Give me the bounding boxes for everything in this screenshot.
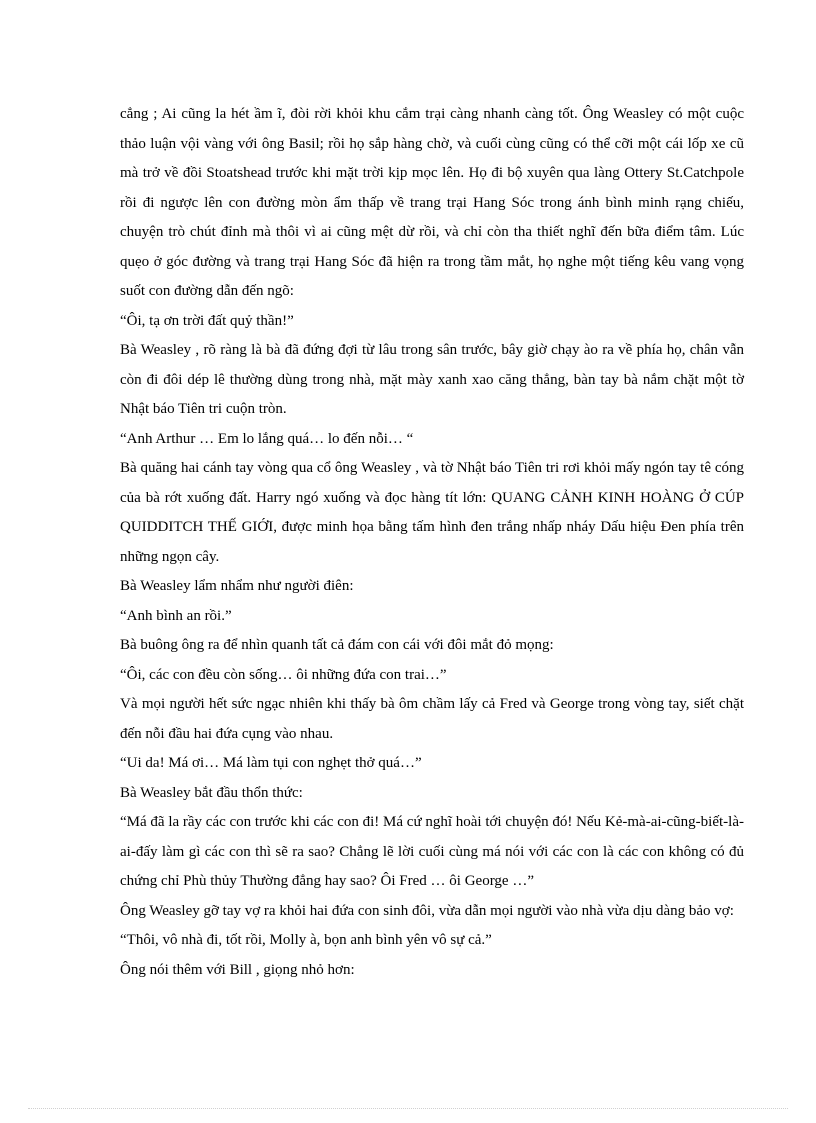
page-bottom-divider: [28, 1108, 788, 1109]
body-text: [120, 100, 744, 985]
paragraph: cẳng ; Ai cũng la hét ầm ĩ, đòi rời khỏi khu cắm trại càng nhanh càng tốt. Ông Weasley có một cuộc thảo luận vội vàng với ông Basil; rồi họ sắp hàng chờ, và cuối cùng cũng có thể cỡi một cái lốp xe cũ mà trở về đồi Stoatshead trước khi mặt trời kịp mọc lên. Họ đi bộ xuyên qua làng Ottery St.Catchpole rồi đi ngược lên con đường mòn ẩm thấp về trang trại Hang Sóc trong ánh bình minh rạng chiếu, chuyện trò chút đỉnh mà thôi vì ai cũng mệt dừ rồi, và chỉ còn tha thiết nghĩ đến bữa điểm tâm. Lúc quẹo ở góc đường và trang trại Hang Sóc đã hiện ra trong tầm mắt, họ nghe một tiếng kêu vang vọng suốt con đường dẫn đến ngõ:: [120, 106, 744, 299]
paragraph: “Má đã la rầy các con trước khi các con đi! Má cứ nghĩ hoài tới chuyện đó! Nếu Kẻ-mà-ai-cũng-biết-là-ai-đấy làm gì các con thì sẽ ra sao? Chẳng lẽ lời cuối cùng má nói với các con là các con không có đủ chứng chỉ Phù thủy Thường đẳng hay sao? Ôi Fred … ôi George …”: [120, 814, 744, 889]
paragraph: “Anh bình an rồi.”: [120, 607, 232, 624]
paragraph: Ông Weasley gỡ tay vợ ra khỏi hai đứa con sinh đôi, vừa dẫn mọi người vào nhà vừa dịu dàng bảo vợ:: [120, 902, 734, 919]
paragraph: Và mọi người hết sức ngạc nhiên khi thấy bà ôm chầm lấy cả Fred và George trong vòng tay, siết chặt đến nỗi đầu hai đứa cụng vào nhau.: [120, 696, 744, 742]
paragraph: “Ôi, tạ ơn trời đất quỷ thần!”: [120, 312, 294, 329]
paragraph: Ông nói thêm với Bill , giọng nhỏ hơn:: [120, 961, 355, 978]
paragraph: Bà Weasley bắt đầu thổn thức:: [120, 784, 303, 801]
paragraph: “Ui da! Má ơi… Má làm tụi con nghẹt thở quá…”: [120, 755, 422, 771]
paragraph: “Thôi, vô nhà đi, tốt rồi, Molly à, bọn anh bình yên vô sự cả.”: [120, 932, 492, 948]
paragraph: Bà buông ông ra để nhìn quanh tất cả đám con cái với đôi mắt đỏ mọng:: [120, 637, 554, 653]
paragraph: Bà Weasley , rõ ràng là bà đã đứng đợi từ lâu trong sân trước, bây giờ chạy ào ra về phía họ, chân vẫn còn đi đôi dép lê thường dùng trong nhà, mặt mày xanh xao căng thẳng, bàn tay bà nắm chặt một tờ Nhật báo Tiên tri cuộn tròn.: [120, 342, 744, 417]
paragraph: “Ôi, các con đều còn sống… ôi những đứa con trai…”: [120, 666, 447, 683]
paragraph: “Anh Arthur … Em lo lắng quá… lo đến nỗi… “: [120, 430, 414, 447]
paragraph: Bà quăng hai cánh tay vòng qua cổ ông Weasley , và tờ Nhật báo Tiên tri rơi khỏi mấy ngón tay tê cóng của bà rớt xuống đất. Harry ngó xuống và đọc hàng tít lớn: QUANG CẢNH KINH HOÀNG Ở CÚP QUIDDITCH THẾ GIỚI, được minh họa bằng tấm hình đen trắng nhấp nháy Dấu hiệu Đen phía trên những ngọn cây.: [120, 460, 744, 565]
paragraph: Bà Weasley lẩm nhẩm như người điên:: [120, 578, 354, 594]
